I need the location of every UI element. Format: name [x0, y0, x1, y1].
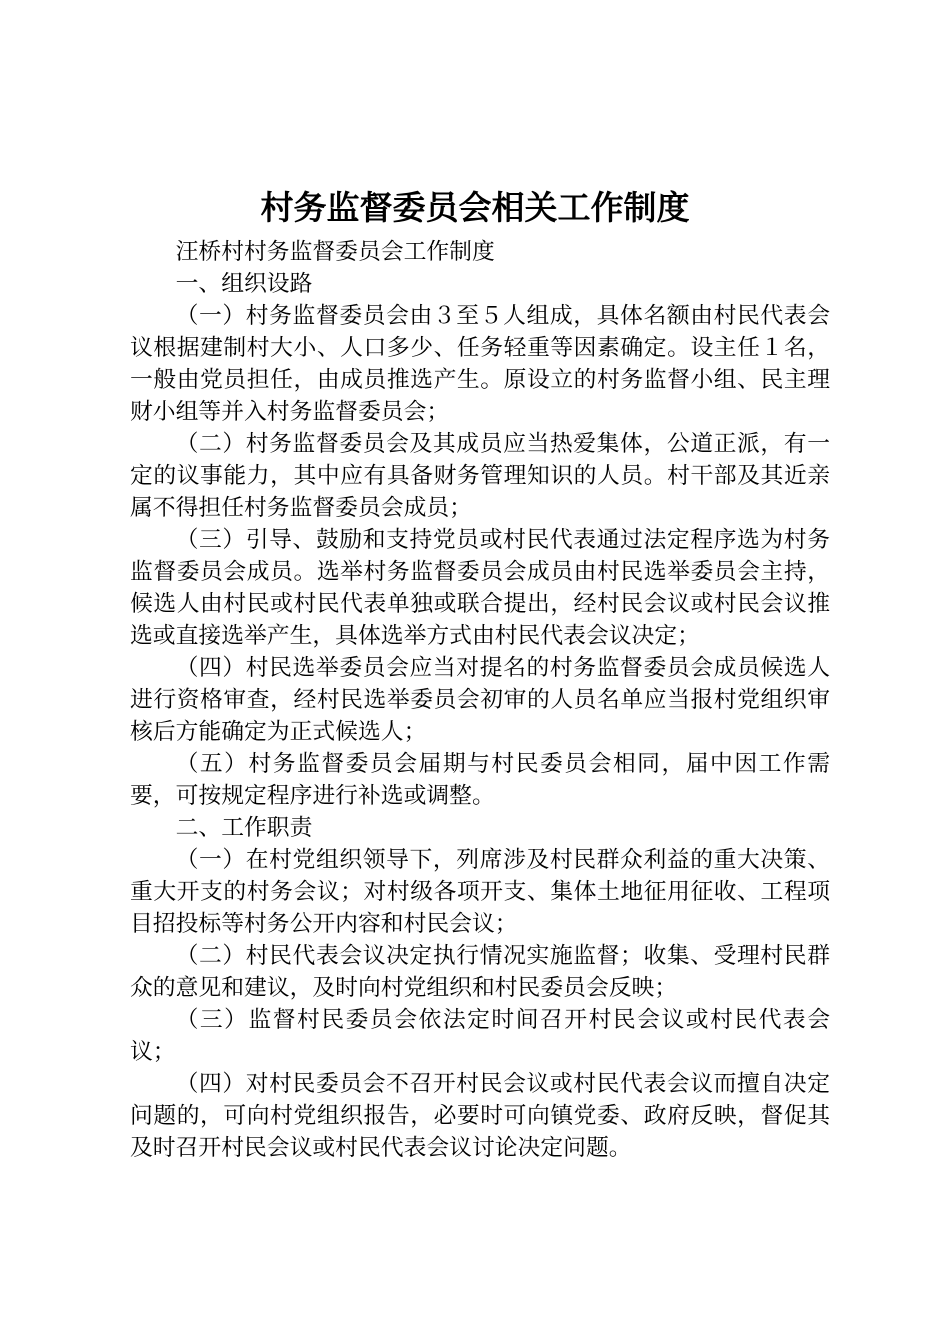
- paragraph-org-2: （二）村务监督委员会及其成员应当热爱集体，公道正派，有一定的议事能力，其中应有具备财务管理知识的人员。村干部及其近亲属不得担任村务监督委员会成员；: [130, 431, 830, 521]
- paragraph-duty-1: （一）在村党组织领导下，列席涉及村民群众利益的重大决策、重大开支的村务会议；对村级各项开支、集体土地征用征收、工程项目招投标等村务公开内容和村民会议；: [130, 847, 830, 937]
- paragraph-duty-2: （二）村民代表会议决定执行情况实施监督；收集、受理村民群众的意见和建议，及时向村党组织和村民委员会反映；: [130, 943, 830, 1001]
- section-heading-duties: 二、工作职责: [175, 815, 313, 841]
- paragraph-org-4: （四）村民选举委员会应当对提名的村务监督委员会成员候选人进行资格审查，经村民选举委员会初审的人员名单应当报村党组织审核后方能确定为正式候选人；: [130, 655, 830, 745]
- document-title: 村务监督委员会相关工作制度: [260, 188, 690, 227]
- paragraph-subtitle: 汪桥村村务监督委员会工作制度: [175, 239, 495, 265]
- paragraph-org-3: （三）引导、鼓励和支持党员或村民代表通过法定程序选为村务监督委员会成员。选举村务监督委员会成员由村民选举委员会主持，候选人由村民或村民代表单独或联合提出，经村民会议或村民会议推选或直接选举产生，具体选举方式由村民代表会议决定；: [130, 527, 830, 649]
- document-body: [130, 236, 830, 1164]
- paragraph-duty-4: （四）对村民委员会不召开村民会议或村民代表会议而擅自决定问题的，可向村党组织报告，必要时可向镇党委、政府反映，督促其及时召开村民会议或村民代表会议讨论决定问题。: [130, 1071, 830, 1161]
- paragraph-org-1: （一）村务监督委员会由３至５人组成，具体名额由村民代表会议根据建制村大小、人口多少、任务轻重等因素确定。设主任１名，一般由党员担任，由成员推选产生。原设立的村务监督小组、民主理财小组等并入村务监督委员会；: [130, 303, 830, 425]
- section-heading-organization: 一、组织设路: [175, 271, 313, 297]
- paragraph-org-5: （五）村务监督委员会届期与村民委员会相同，届中因工作需要，可按规定程序进行补选或调整。: [130, 751, 830, 809]
- paragraph-duty-3: （三）监督村民委员会依法定时间召开村民会议或村民代表会议；: [130, 1007, 830, 1065]
